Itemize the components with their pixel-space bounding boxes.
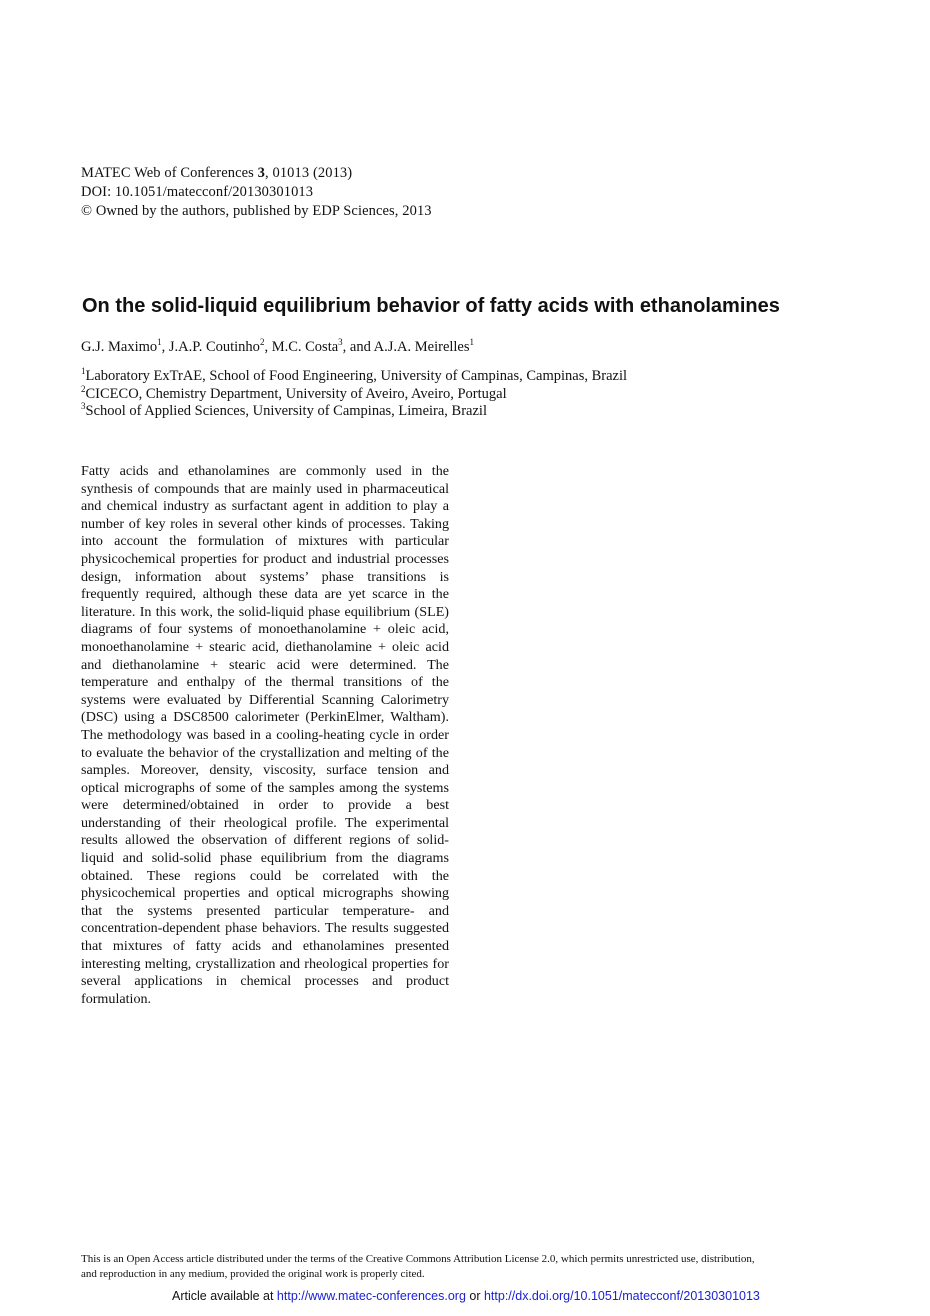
doi-url-link[interactable]: http://dx.doi.org/10.1051/matecconf/20130301013 [483, 1289, 760, 1303]
paper-title: On the solid-liquid equilibrium behavior of fatty acids with ethanolamines [82, 295, 780, 317]
matec-url-link[interactable]: http://www.matec-conferences.org [276, 1289, 466, 1303]
author: A.J.A. Meirelles$^1$ [373, 337, 475, 355]
journal-name: MATEC Web of Conferences [81, 165, 254, 181]
affiliation: $^1$Laboratory ExTrAE, School of Food Engineering, University of Campinas, Campinas, Brazil [81, 366, 628, 384]
author-affiliation-mark: 1 [469, 337, 475, 347]
affiliation-list [81, 368, 627, 421]
article-availability [172, 1288, 760, 1304]
doi-line: DOI: 10.1051/matecconf/20130301013 [81, 184, 314, 200]
journal-citation [81, 164, 432, 183]
author: J.A.P. Coutinho$^2$, [168, 337, 272, 355]
affiliation-number: 1 [81, 366, 86, 376]
author-affiliation-mark: 1 [157, 337, 162, 347]
license-line: and reproduction in any medium, provided the original work is properly cited. [81, 1268, 425, 1280]
author: G.J. Maximo$^1$, [81, 337, 169, 355]
availability-or: or [465, 1289, 484, 1303]
journal-volume: 3 [257, 165, 266, 181]
author-affiliation-mark: 2 [259, 337, 265, 347]
availability-prefix: Article available at [172, 1289, 277, 1303]
license-line: This is an Open Access article distributed under the terms of the Creative Commons Attribution License 2.0, which permits unrestricted use, distribution, [81, 1253, 755, 1265]
author: M.C. Costa$^3$, and [271, 337, 374, 355]
affiliation: $^3$School of Applied Sciences, University of Campinas, Limeira, Brazil [81, 401, 487, 419]
journal-header [81, 164, 432, 221]
copyright-line: © Owned by the authors, published by EDP Sciences, 2013 [81, 203, 432, 219]
author-affiliation-mark: 3 [338, 337, 343, 347]
affiliation: $^2$CICECO, Chemistry Department, University of Aveiro, Aveiro, Portugal [81, 383, 507, 402]
author-list [81, 337, 474, 357]
license-notice [81, 1252, 845, 1282]
affiliation-number: 2 [81, 383, 86, 394]
abstract-text: Fatty acids and ethanolamines are commonly used in the synthesis of compounds that are mainly used in pharmaceutical and chemical industry as surfactant agent in addition to play a number of key roles in several other kinds of processes. Taking into account the formulation of mixtures with particular physicochemical properties for product and industrial processes design, information about systems’ phase transitions is frequently required, although these data are yet scarce in the literature. In this work, the solid-liquid phase equilibrium (SLE) diagrams of four systems of monoethanolamine + oleic acid, monoethanolamine + stearic acid, diethanolamine + oleic acid and diethanolamine + stearic acid were determined. The temperature and enthalpy of the thermal transitions of the systems were evaluated by Differential Scanning Calorimetry (DSC) using a DSC8500 calorimeter (PerkinElmer, Waltham). The methodology was based in a cooling-heating cycle in order to evaluate the behavior of the crystallization and melting of the samples. Moreover, density, viscosity, surface tension and optical micrographs of some of the samples among the systems were determined/obtained in order to provide a best understanding of their rheological profile. The experimental results allowed the observation of different regions of solid-liquid and solid-solid phase equilibrium from the diagrams obtained. These regions could be correlated with the physicochemical properties and optical micrographs showing that the systems presented particular temperature- and concentration-dependent phase behaviors. The results suggested that mixtures of fatty acids and ethanolamines presented interesting melting, crystallization and rheological properties for several applications in chemical processes and product formulation. [81, 463, 449, 1007]
journal-article-number: , 01013 (2013) [265, 165, 353, 181]
affiliation-number: 3 [81, 401, 86, 411]
